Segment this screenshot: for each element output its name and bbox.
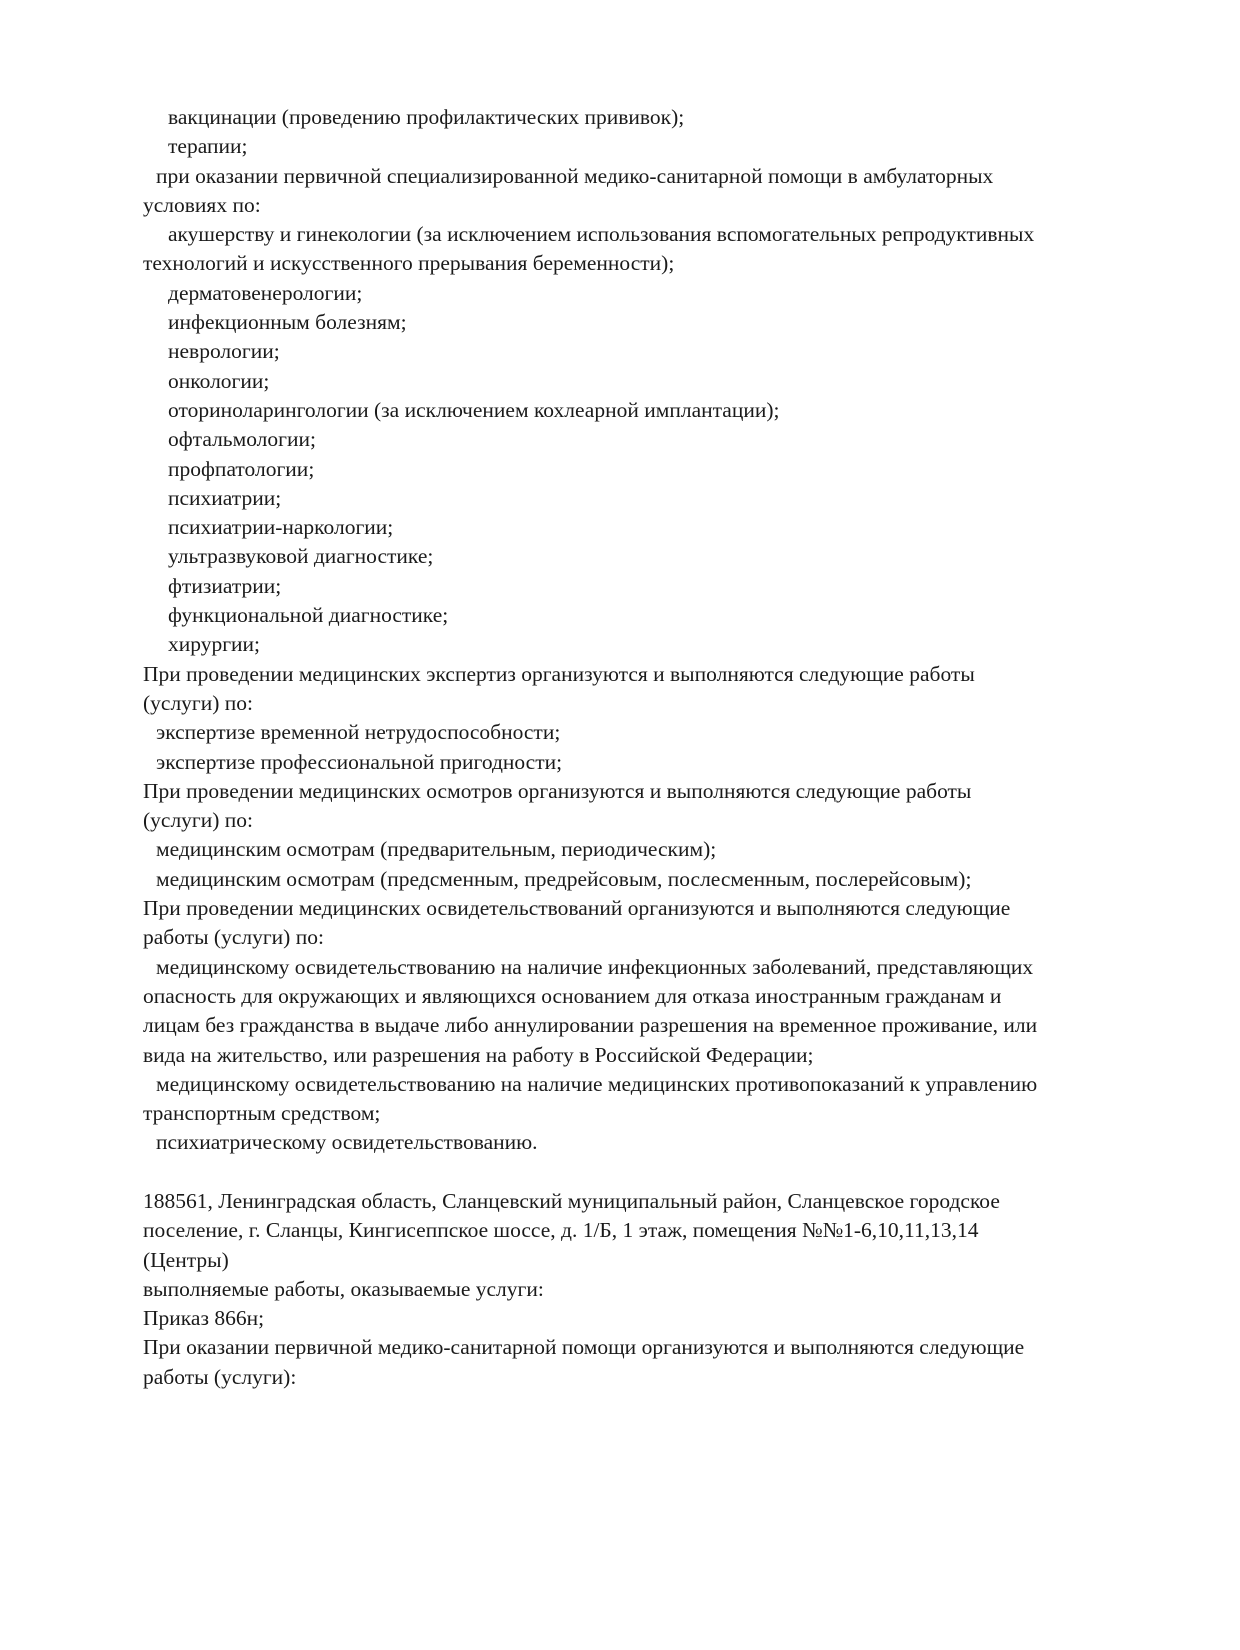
- text-line: Приказ 866н;: [143, 1306, 265, 1331]
- text-line: вакцинации (проведению профилактических прививок);: [168, 105, 685, 129]
- text-line: хирургии;: [168, 632, 261, 657]
- text-line: психиатрическому освидетельствованию.: [156, 1130, 538, 1155]
- text-line: неврологии;: [168, 339, 280, 364]
- text-line: транспортным средством;: [143, 1101, 381, 1126]
- text-line: медицинским осмотрам (предварительным, периодическим);: [156, 837, 717, 862]
- text-line: опасность для окружающих и являющихся основанием для отказа иностранным гражданам и: [143, 983, 1002, 1008]
- text-line: При проведении медицинских экспертиз организуются и выполняются следующие работы: [143, 661, 975, 686]
- text-line: При проведении медицинских освидетельствований организуются и выполняются следующие: [143, 896, 1011, 921]
- text-line: акушерству и гинекологии (за исключением использования вспомогательных репродуктивных: [168, 222, 1035, 247]
- text-line: При проведении медицинских осмотров организуются и выполняются следующие работы: [143, 778, 972, 803]
- text-line: терапии;: [168, 134, 248, 159]
- text-line: онкологии;: [168, 368, 270, 393]
- text-line: медицинским осмотрам (предсменным, предрейсовым, послесменным, послерейсовым);: [156, 866, 972, 891]
- text-line: оториноларингологии (за исключением кохлеарной имплантации);: [168, 397, 780, 422]
- text-line: офтальмологии;: [168, 427, 316, 452]
- text-line: дерматовенерологии;: [168, 280, 363, 305]
- text-line: функциональной диагностике;: [168, 603, 449, 628]
- text-line: 188561, Ленинградская область, Сланцевский муниципальный район, Сланцевское городское: [143, 1188, 1000, 1213]
- text-line: психиатрии-наркологии;: [168, 515, 394, 540]
- text-line: работы (услуги):: [143, 1364, 297, 1389]
- text-line: технологий и искусственного прерывания беременности);: [143, 251, 675, 276]
- text-line: лицам без гражданства в выдаче либо аннулировании разрешения на временное проживание, или: [143, 1013, 1038, 1038]
- text-line: выполняемые работы, оказываемые услуги:: [143, 1276, 544, 1301]
- text-line: экспертизе профессиональной пригодности;: [156, 749, 563, 774]
- text-line: медицинскому освидетельствованию на наличие инфекционных заболеваний, представляющих: [156, 954, 1034, 979]
- text-line: (услуги) по:: [143, 690, 254, 715]
- text-line: при оказании первичной специализированной медико-санитарной помощи в амбулаторных: [156, 163, 994, 188]
- text-line: экспертизе временной нетрудоспособности;: [156, 720, 561, 745]
- document-body: [143, 103, 1153, 1392]
- text-line: ультразвуковой диагностике;: [168, 544, 434, 569]
- text-line: психиатрии;: [168, 485, 282, 510]
- text-line: При оказании первичной медико-санитарной помощи организуются и выполняются следующие: [143, 1335, 1025, 1360]
- text-line: условиях по:: [143, 192, 261, 217]
- text-line: (Центры): [143, 1247, 229, 1272]
- text-line: вида на жительство, или разрешения на работу в Российской Федерации;: [143, 1042, 814, 1067]
- blank-line: [143, 1158, 1153, 1187]
- text-line: медицинскому освидетельствованию на наличие медицинских противопоказаний к управлению: [156, 1071, 1038, 1096]
- text-line: фтизиатрии;: [168, 573, 282, 598]
- text-line: (услуги) по:: [143, 808, 254, 833]
- text-line: работы (услуги) по:: [143, 925, 324, 950]
- text-line: поселение, г. Сланцы, Кингисеппское шоссе, д. 1/Б, 1 этаж, помещения №№1-6,10,11,13,14: [143, 1218, 979, 1243]
- text-line: профпатологии;: [168, 456, 315, 481]
- text-line: инфекционным болезням;: [168, 310, 407, 335]
